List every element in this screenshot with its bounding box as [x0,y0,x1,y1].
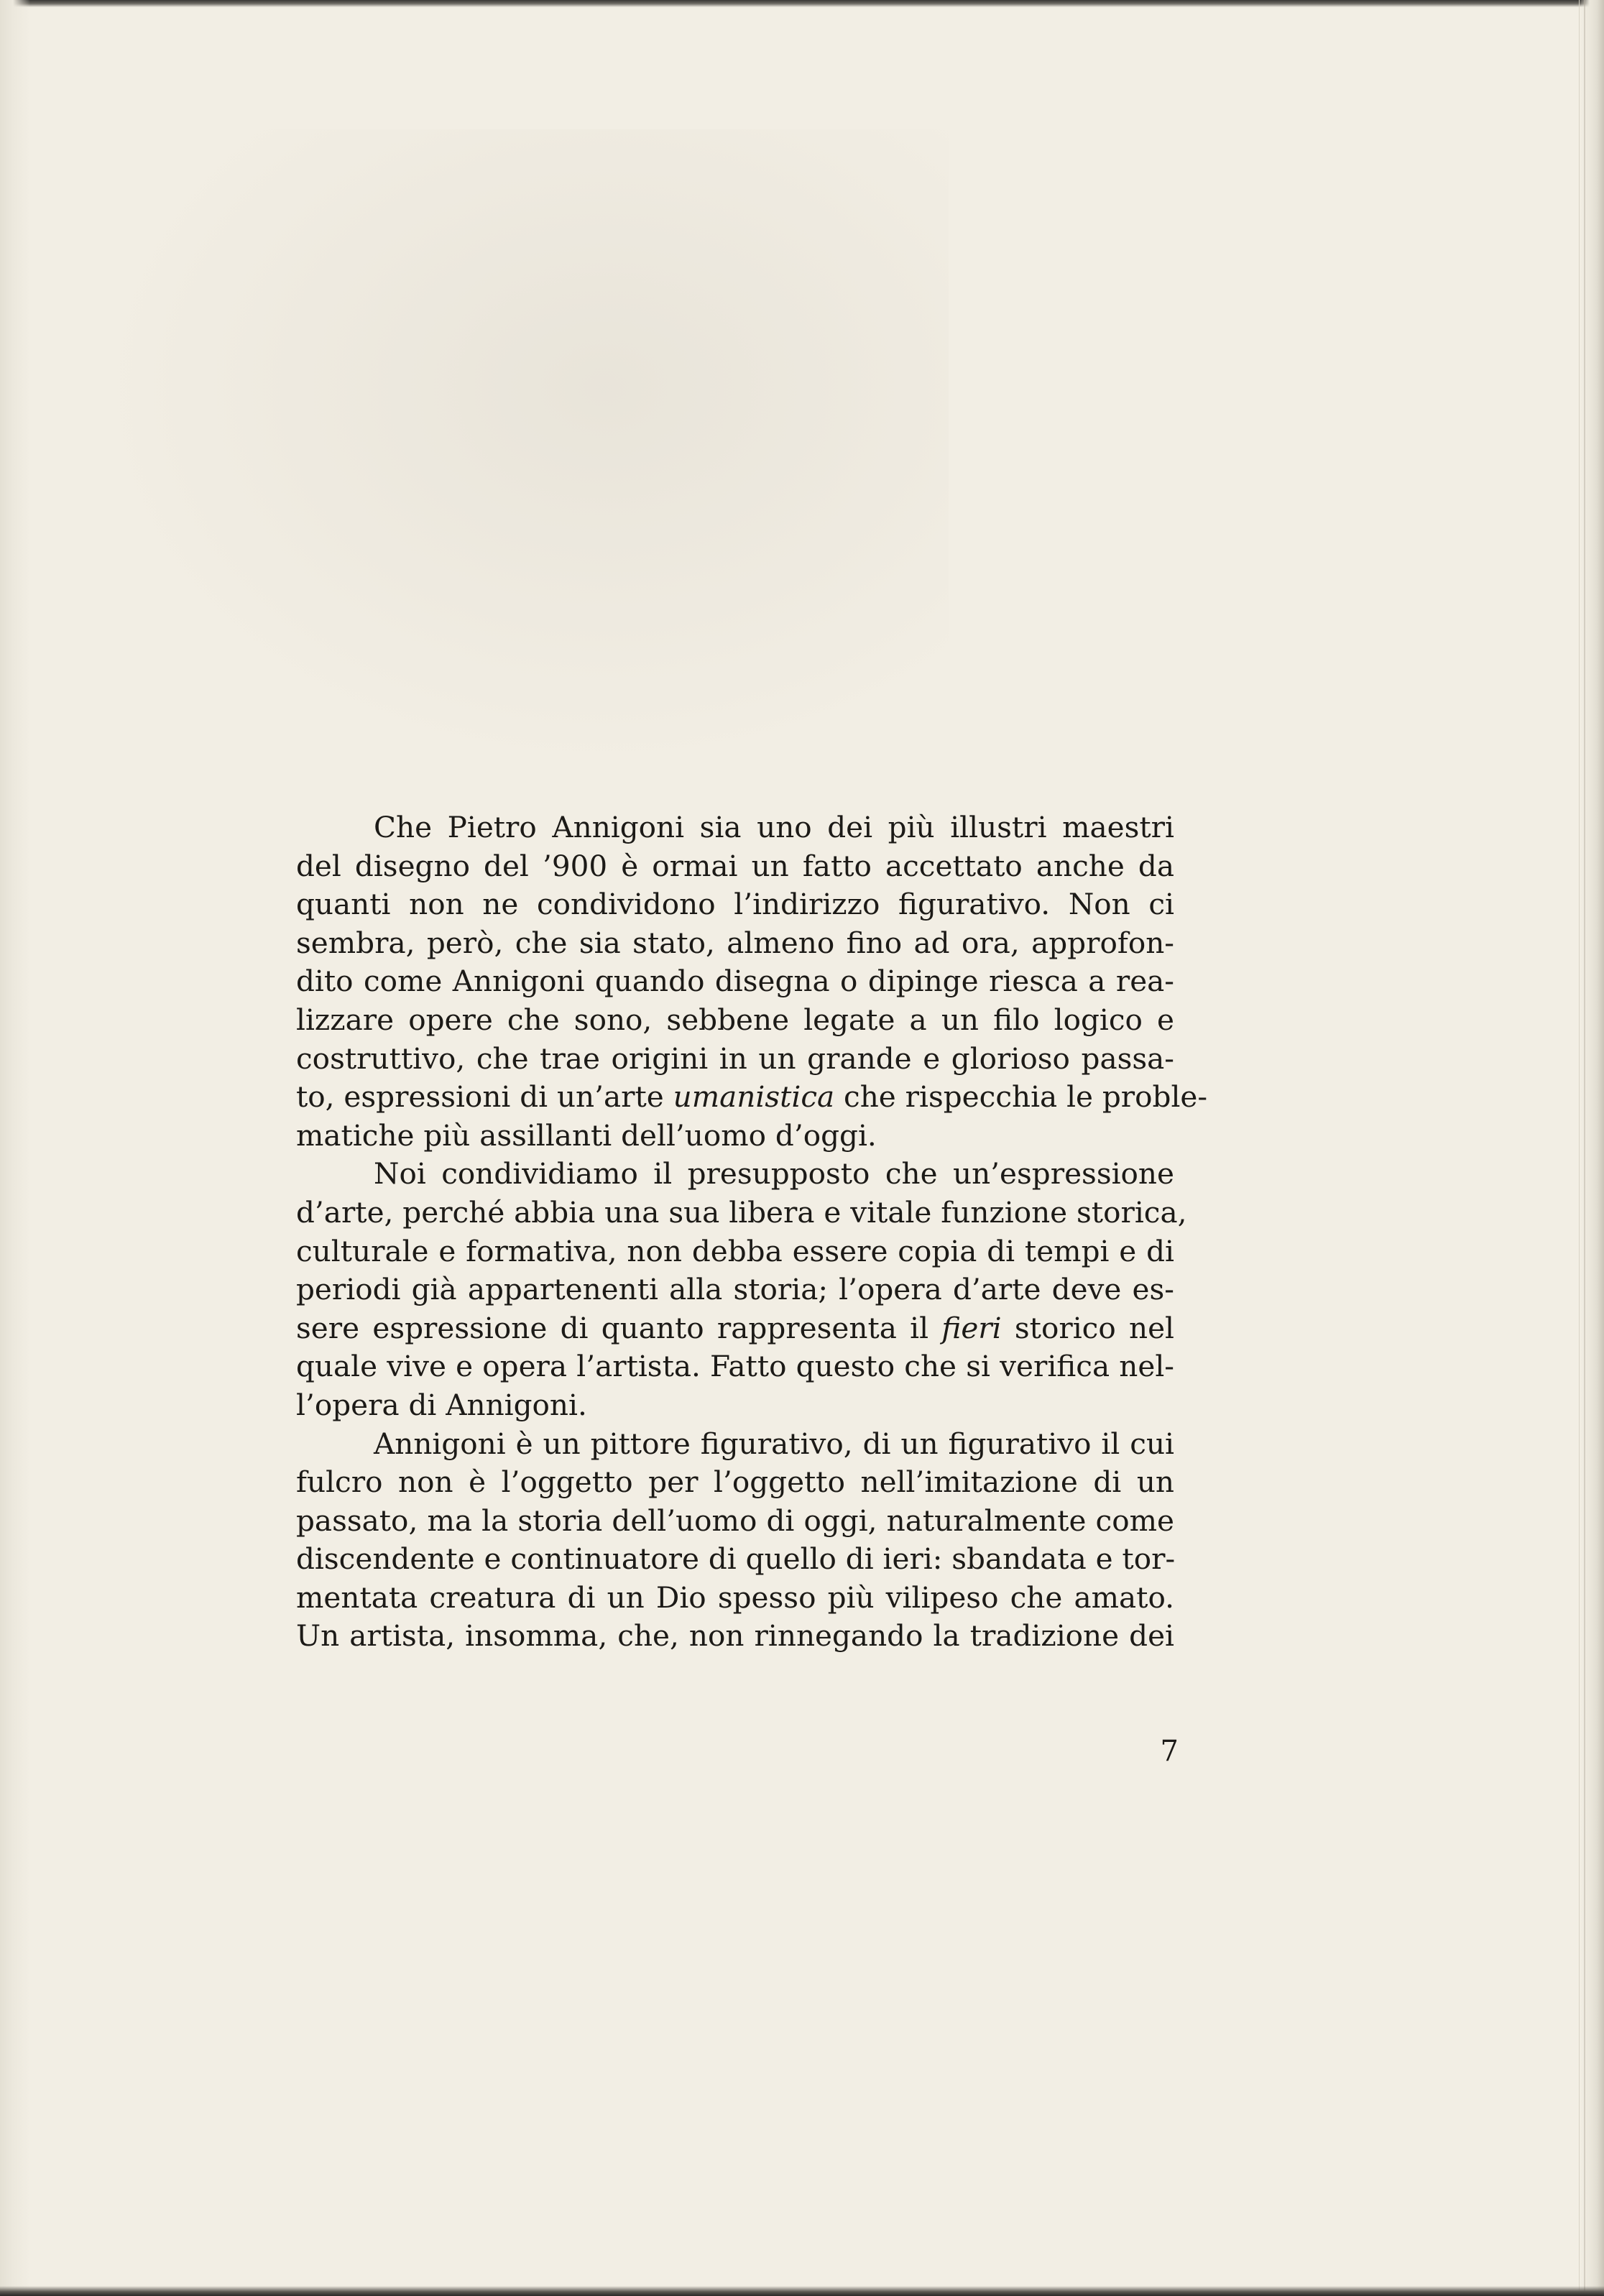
page-bottom-edge [0,2286,1604,2296]
text-run: matiche più assillanti dell’uomo d’oggi. [296,1117,877,1153]
text-run: Noi condividiamo il presupposto che un’espressione [374,1156,1174,1191]
text-line [296,1579,1174,1618]
text-run: quanti non ne condividono l’indirizzo figurativo. Non ci [296,887,1174,922]
text-run: Annigoni è un pittore figurativo, di un figurativo il cui [374,1426,1174,1461]
text-run: discendente e continuatore di quello di ieri: sbandata e tor- [296,1541,1176,1577]
text-line [296,1309,1174,1348]
page-right-edge [1579,0,1604,2296]
text-run: l’opera di Annigoni. [296,1387,587,1422]
text-line [296,1502,1174,1541]
text-run: sere espressione di quanto rappresenta il [296,1310,942,1345]
text-line [296,1078,1208,1117]
text-run: periodi già appartenenti alla storia; l’opera d’arte deve es- [296,1272,1174,1307]
text-line [296,847,1174,886]
text-run: storico nel [1001,1310,1175,1345]
text-run: passato, ma la storia dell’uomo di oggi, naturalmente come [296,1503,1174,1538]
paragraph-2 [296,1155,1187,1424]
text-line [296,1117,1174,1156]
text-line [296,962,1174,1001]
text-run: Che Pietro Annigoni sia uno dei più illustri maestri [374,810,1174,844]
text-run: costruttivo, che trae origini in un grande e glorioso passa- [296,1041,1174,1076]
text-run: d’arte, perché abbia una sua libera e vitale funzione storica, [296,1194,1187,1230]
text-run: mentata creatura di un Dio spesso più vilipeso che amato. [296,1580,1174,1615]
text-run: to, espressioni di un’arte [296,1079,673,1115]
text-run: che rispecchia le proble- [834,1079,1208,1115]
text-run: quale vive e opera l’artista. Fatto questo che si verifica nel- [296,1349,1174,1384]
text-run: dito come Annigoni quando disegna o dipinge riesca a rea- [296,964,1174,999]
text-line [296,1347,1174,1386]
paragraph-1 [296,808,1208,1155]
text-run: culturale e formativa, non debba essere copia di tempi e di [296,1233,1174,1268]
text-line [296,1040,1174,1079]
page-fold-line [1584,0,1585,2296]
page-number: 7 [1160,1735,1179,1768]
paper-shading [86,129,949,776]
paragraph-3 [296,1425,1174,1656]
text-line [296,1271,1174,1309]
body-text [296,808,1208,1656]
page-top-edge [0,0,1604,7]
italic-term-fieri: fieri [941,1310,1002,1345]
text-line [296,1463,1174,1502]
text-line [296,885,1174,924]
text-line [296,1617,1174,1656]
text-line [296,1194,1187,1232]
page-left-edge [0,0,30,2296]
text-line [296,924,1174,963]
text-line [296,1386,1174,1425]
text-line [296,808,1174,847]
text-line [296,1001,1174,1040]
text-run: lizzare opere che sono, sebbene legate a un filo logico e [296,1002,1174,1037]
text-run: fulcro non è l’oggetto per l’oggetto nell’imitazione di un [296,1465,1174,1500]
italic-term-umanistica: umanistica [673,1079,835,1115]
text-line [296,1540,1174,1579]
text-line [296,1232,1174,1271]
text-line [296,1425,1174,1464]
text-run: sembra, però, che sia stato, almeno fino ad ora, approfon- [296,925,1174,960]
text-line [296,1155,1174,1194]
text-run: Un artista, insomma, che, non rinnegando la tradizione dei [296,1618,1174,1654]
text-run: del disegno del ’900 è ormai un fatto accettato anche da [296,848,1174,883]
